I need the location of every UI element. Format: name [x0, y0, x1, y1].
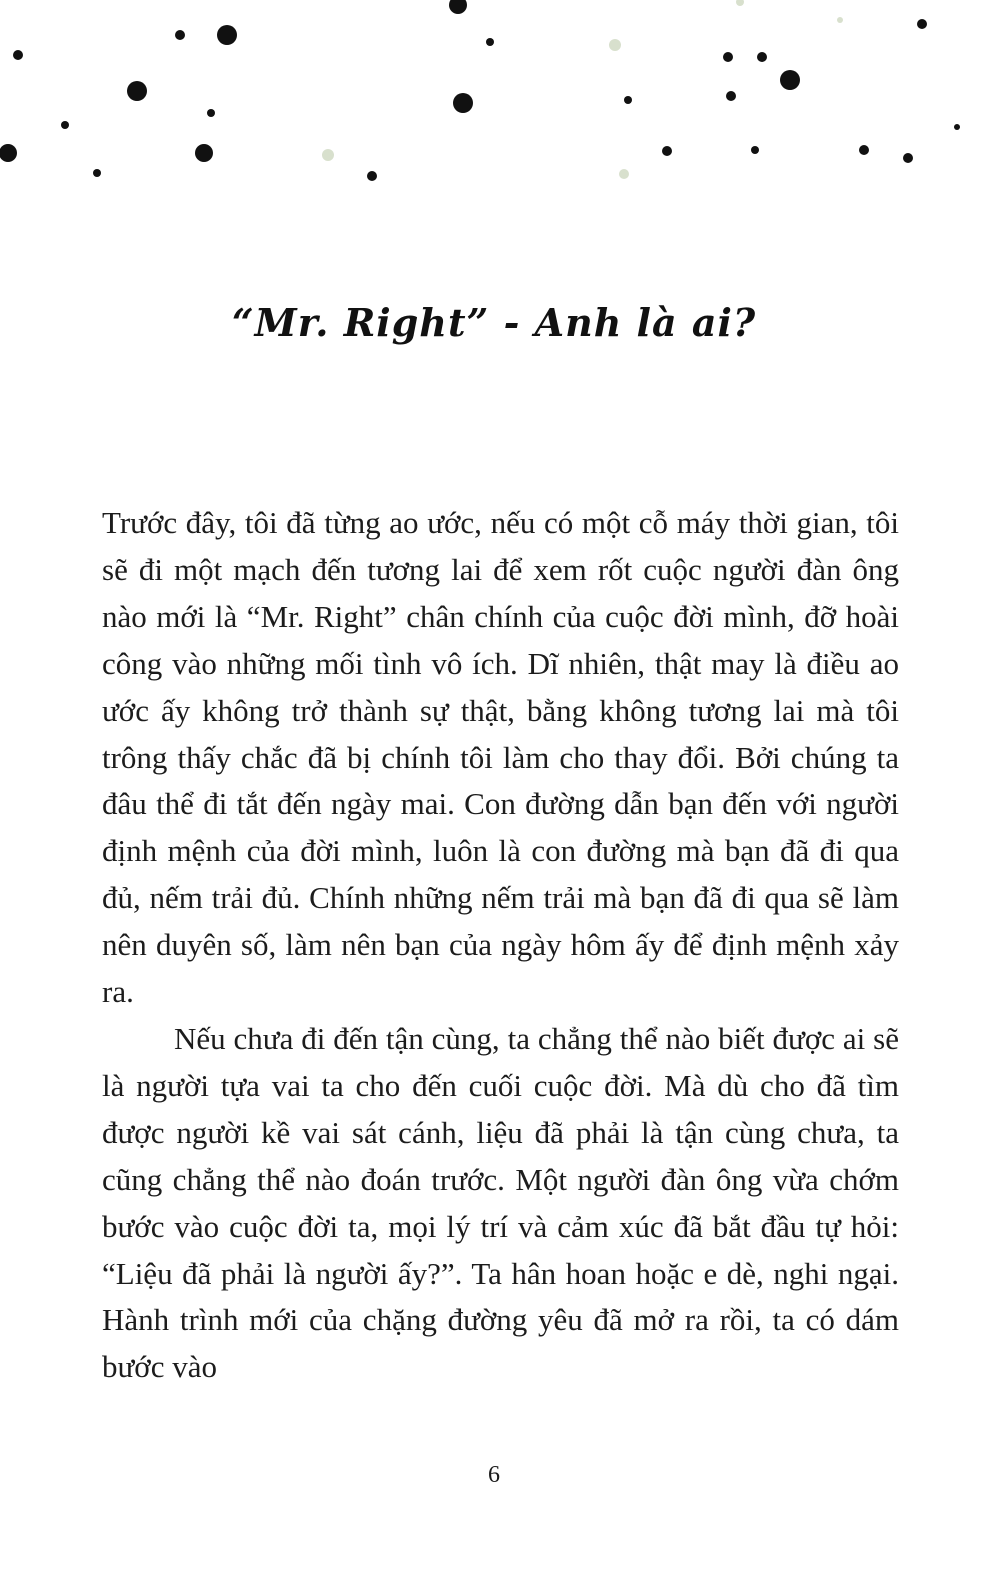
- decorative-dots: [0, 0, 988, 200]
- chapter-title: “Mr. Right” - Anh là ai?: [231, 300, 757, 345]
- paragraph: Nếu chưa đi đến tận cùng, ta chẳng thể nào biết được ai sẽ là người tựa vai ta cho đến cuối cuộc đời. Mà dù cho đã tìm được người kề vai sát cánh, liệu đã phải là tận cùng chưa, ta cũng chẳng thể nào đoán trước. Một người đàn ông vừa chớm bước vào cuộc đời ta, mọi lý trí và cảm xúc đã bắt đầu tự hỏi: “Liệu đã phải là người ấy?”. Ta hân hoan hoặc e dè, nghi ngại. Hành trình mới của chặng đường yêu đã mở ra rồi, ta có dám bước vào: [102, 1020, 899, 1385]
- paragraph: Trước đây, tôi đã từng ao ước, nếu có một cỗ máy thời gian, tôi sẽ đi một mạch đến tương lai để xem rốt cuộc người đàn ông nào mới là “Mr. Right” chân chính của cuộc đời mình, đỡ hoài công vào những mối tình vô ích. Dĩ nhiên, thật may là điều ao ước ấy không trở thành sự thật, bằng không tương lai mà tôi trông thấy chắc đã bị chính tôi làm cho thay đổi. Bởi chúng ta đâu thể đi tắt đến ngày mai. Con đường dẫn bạn đến với người định mệnh của đời mình, luôn là con đường mà bạn đã đi qua đủ, nếm trải đủ. Chính những nếm trải mà bạn đã đi qua sẽ làm nên duyên số, làm nên bạn của ngày hôm ấy để định mệnh xảy ra.: [102, 505, 899, 1010]
- page-number: 6: [488, 1462, 500, 1488]
- body-text: [102, 500, 899, 1391]
